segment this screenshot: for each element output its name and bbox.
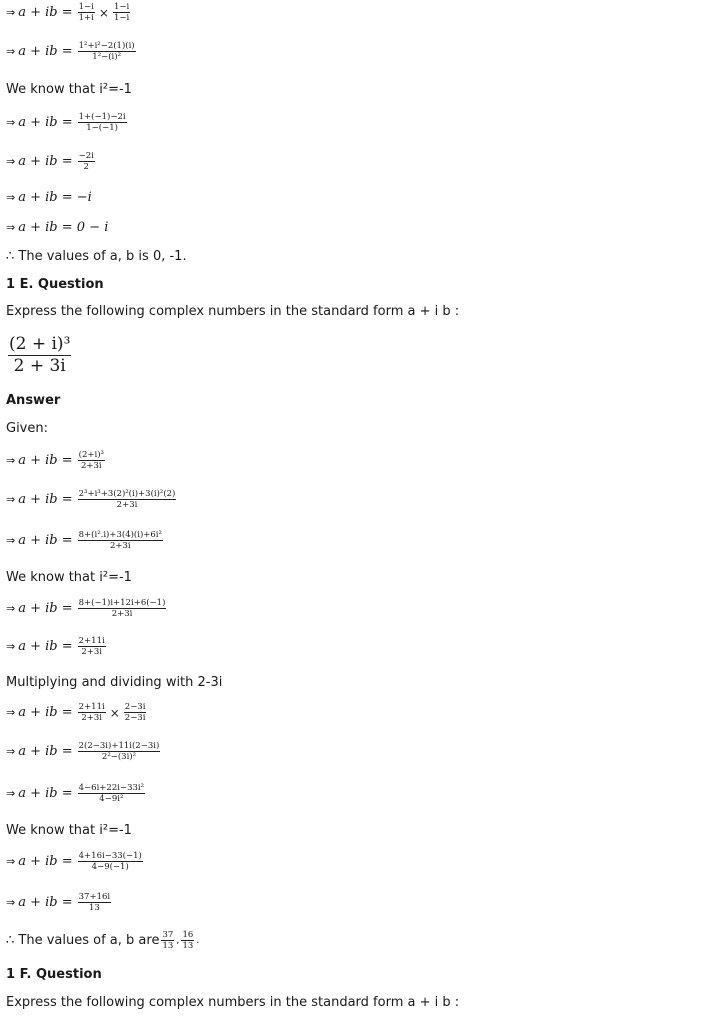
conclusion-text: ∴ The values of a, b are $\frac{37}{13}$ , $\frac{16}{13}$ . [6,930,200,951]
equation-line: ⇒ a + ib = $\frac{2(2-3i)+11i(2-3i)}{\text{2²−(3i)²}}$ [6,741,160,762]
fraction: $\frac{4+16i-33(-1)}{4-9(-1)}$ [78,851,142,872]
equation-line: ⇒ a + ib = $\frac{2+11i}{2+3i}$ [6,636,105,657]
equation-line: ⇒ a + ib = $\frac{\text{8+(i².i)+3(4)(i)+6i²}}{2+3i}$ [6,530,162,551]
equation-line: ⇒ a + ib = $\frac{2+11i}{2+3i}$ × $\frac{2-3i}{2-3i}$ [6,702,146,723]
therefore-sign: ∴ [6,932,15,948]
fraction: $\frac{16}{13}$ [182,930,194,951]
answer-label: Answer [6,393,61,408]
fraction: $\frac{1-i}{1-i}$ [113,2,130,23]
fraction: $\frac{1+(-1)-2i}{1-(-1)}$ [78,112,126,133]
equation-line: ⇒ a + ib = $\frac{37+16i}{13}$ [6,892,111,913]
equation-line: ⇒ a + ib = $\frac{4+16i-33(-1)}{4-9(-1)}$ [6,851,142,872]
equation-line: ⇒ a + ib = 0 − i [6,220,109,235]
instruction-text: Multiplying and dividing with 2-3i [6,675,223,690]
fraction: $\frac{\text{(2+i)³}}{2+3i}$ [78,450,104,471]
fraction: $\frac{2+11i}{2+3i}$ [78,636,105,657]
fraction: $\frac{2-3i}{2-3i}$ [124,702,146,723]
fraction: $\frac{37}{13}$ [162,930,174,951]
note-text: We know that i²=-1 [6,82,132,97]
equation-line: ⇒ a + ib = $\frac{\text{1²+i²−2(1)(i)}}{\text{1²−(i)²}}$ [6,41,135,62]
fraction: $\frac{\text{8+(i².i)+3(4)(i)+6i²}}{2+3i}$ [78,530,162,551]
question-expression [6,334,73,377]
question-prompt: Express the following complex numbers in the standard form a + i b : [6,304,460,319]
equation-line: ⇒ a + ib = $\frac{\text{2³+i³+3(2)²(i)+3(i)²(2)}}{2+3i}$ [6,489,176,510]
question-heading: 1 E. Question [6,277,104,292]
fraction: $\frac{\text{(2 + i)³}}{2 + 3i}$ [9,334,71,376]
fraction: $\frac{\text{4−6i+22i−33i²}}{\text{4−9i²}}$ [78,783,145,804]
equation-line: ⇒ a + ib = $\frac{\text{(2+i)³}}{2+3i}$ [6,450,104,471]
fraction: $\frac{\text{2³+i³+3(2)²(i)+3(i)²(2)}}{2+3i}$ [78,489,176,510]
given-label: Given: [6,421,48,436]
question-prompt: Express the following complex numbers in the standard form a + i b : [6,995,460,1010]
equation-lhs: a + ib = [18,5,73,20]
equation-line: ⇒ a + ib = $\frac{-2i}{2}$ [6,151,94,172]
equation-line: ⇒ a + ib = −i [6,190,92,205]
times-sign: × [109,705,120,720]
conclusion-text: ∴ The values of a, b is 0, -1. [6,249,187,264]
equation-line: ⇒ a + ib = $\frac{1+(-1)-2i}{1-(-1)}$ [6,112,126,133]
equation-line [6,2,132,23]
fraction: $\frac{8+(-1)i+12i+6(-1)}{2+3i}$ [78,598,166,619]
fraction: $\frac{1-i}{1+i}$ [78,2,94,23]
note-text: We know that i²=-1 [6,570,132,585]
question-heading: 1 F. Question [6,967,102,982]
note-text: We know that i²=-1 [6,823,132,838]
implies-arrow: ⇒ [6,6,16,19]
equation-line: ⇒ a + ib = $\frac{\text{4−6i+22i−33i²}}{\text{4−9i²}}$ [6,783,145,804]
fraction: $\frac{37+16i}{13}$ [78,892,111,913]
fraction: $\frac{-2i}{2}$ [78,151,94,172]
fraction: $\frac{2+11i}{2+3i}$ [78,702,105,723]
equation-line: ⇒ a + ib = $\frac{8+(-1)i+12i+6(-1)}{2+3i}$ [6,598,166,619]
therefore-sign: ∴ [6,249,15,264]
fraction: $\frac{\text{1²+i²−2(1)(i)}}{\text{1²−(i)²}}$ [78,41,135,62]
times-sign: × [98,5,109,20]
fraction: $\frac{2(2-3i)+11i(2-3i)}{\text{2²−(3i)²}}$ [78,741,160,762]
